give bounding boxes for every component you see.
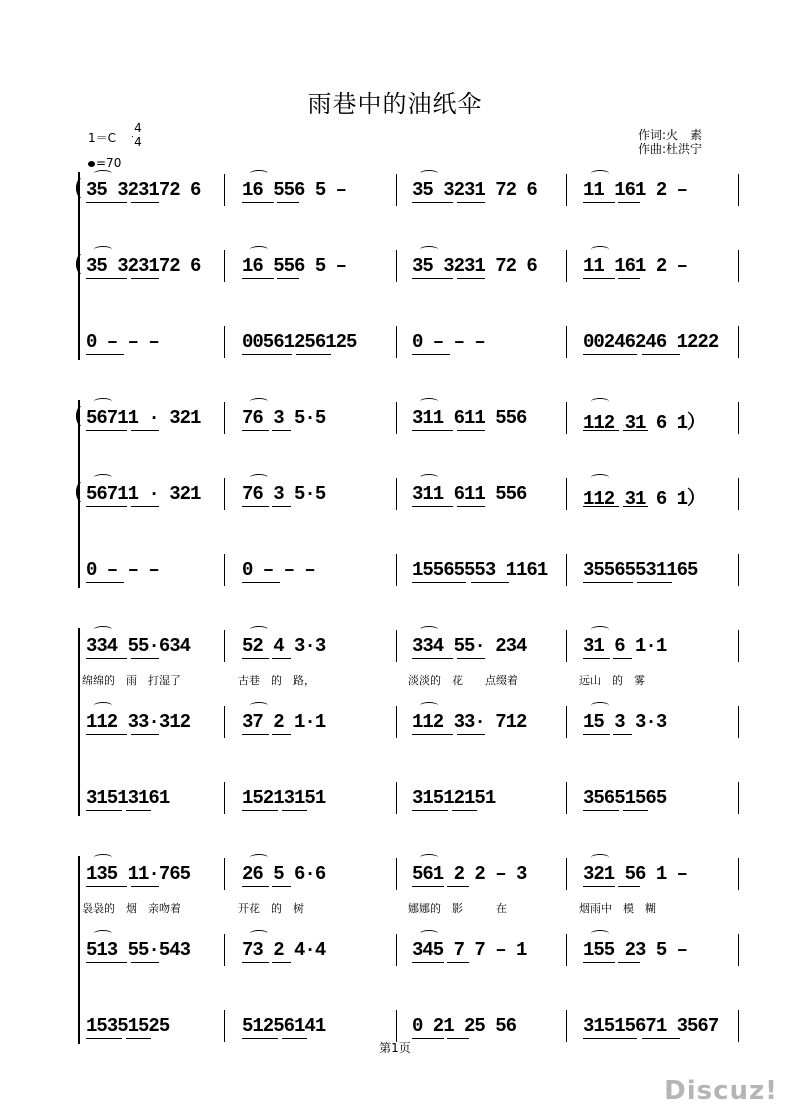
barline: [566, 174, 567, 206]
beam-line: [242, 962, 269, 963]
watermark: Discuz!: [664, 1076, 778, 1106]
beam-line: [412, 278, 453, 279]
measure-2: 26 5 6·6: [242, 863, 326, 885]
barline: [566, 1010, 567, 1042]
system-line: [78, 628, 80, 816]
measure-1: 31513161: [86, 787, 170, 809]
barline: [566, 934, 567, 966]
slur-mark: [420, 398, 438, 405]
slur-mark: [94, 854, 112, 861]
beam-line: [412, 658, 453, 659]
measure-2: 52 4 3·3: [242, 635, 326, 657]
beam-line: [86, 506, 127, 507]
slur-mark: [420, 930, 438, 937]
beam-line: [457, 658, 485, 659]
beam-line: [131, 886, 159, 887]
barline: [566, 858, 567, 890]
beam-line: [242, 278, 274, 279]
barline: [224, 478, 225, 510]
slur-mark: [94, 474, 112, 481]
bracket-left: (: [74, 252, 83, 277]
beam-line: [242, 202, 274, 203]
beam-line: [242, 810, 278, 811]
slur-mark: [94, 626, 112, 633]
beam-line: [272, 658, 291, 659]
slur-mark: [591, 246, 609, 253]
beam-line: [412, 430, 453, 431]
slur-mark: [420, 854, 438, 861]
measure-4: 112 31 6 1）: [583, 412, 706, 434]
slur-mark: [94, 246, 112, 253]
beam-line: [623, 810, 648, 811]
measure-1: 135 11·765: [86, 863, 191, 885]
beam-line: [412, 810, 448, 811]
measure-3: 345 7 7 – 1: [412, 939, 527, 961]
barline: [396, 326, 397, 358]
barline: [396, 478, 397, 510]
barline: [396, 630, 397, 662]
measure-2: 76 3 5·5: [242, 483, 326, 505]
beam-line: [131, 506, 159, 507]
slur-mark: [250, 626, 268, 633]
beam-line: [613, 734, 632, 735]
measure-3: 31512151: [412, 787, 496, 809]
beam-line: [452, 810, 477, 811]
barline: [738, 782, 739, 814]
beam-line: [613, 658, 632, 659]
barline: [566, 250, 567, 282]
barline: [738, 174, 739, 206]
beam-line: [242, 734, 269, 735]
slur-mark: [420, 170, 438, 177]
measure-1: 0 – – –: [86, 559, 159, 581]
beam-line: [106, 354, 124, 355]
measure-3: 334 55· 234: [412, 635, 527, 657]
slur-mark: [591, 474, 609, 481]
beam-line: [412, 582, 466, 583]
slur-mark: [591, 398, 609, 405]
slur-mark: [94, 170, 112, 177]
beam-line: [131, 658, 159, 659]
beam-line: [272, 430, 291, 431]
measure-3: 35 3231 72 6: [412, 179, 537, 201]
slur-mark: [250, 246, 268, 253]
measure-3: 0 – – –: [412, 331, 485, 353]
beam-line: [432, 354, 450, 355]
time-sig-top: 4: [134, 121, 142, 135]
composer-credit: 作曲:杜洪宁: [638, 142, 703, 156]
beam-line: [242, 430, 269, 431]
barline: [738, 858, 739, 890]
measure-3: 561 2 2 – 3: [412, 863, 527, 885]
slur-mark: [250, 854, 268, 861]
slur-mark: [94, 398, 112, 405]
beam-line: [106, 582, 124, 583]
lyric-text: 淡淡的 花 点缀着: [408, 674, 518, 687]
barline: [738, 554, 739, 586]
beam-line: [242, 658, 269, 659]
beam-line: [412, 962, 444, 963]
barline: [396, 934, 397, 966]
measure-4: 35651565: [583, 787, 667, 809]
barline: [224, 782, 225, 814]
beam-line: [457, 278, 485, 279]
lyric-text: 开花 的 树: [238, 902, 304, 915]
measure-3: 311 611 556: [412, 407, 527, 429]
measure-4: 31515671 3567: [583, 1015, 719, 1037]
slur-mark: [591, 170, 609, 177]
beam-line: [126, 810, 151, 811]
beam-line: [618, 886, 640, 887]
barline: [396, 174, 397, 206]
slur-mark: [94, 702, 112, 709]
barline: [224, 174, 225, 206]
bracket-left: (: [74, 176, 83, 201]
slur-mark: [591, 626, 609, 633]
beam-line: [583, 202, 615, 203]
measure-3: 35 3231 72 6: [412, 255, 537, 277]
slur-mark: [420, 702, 438, 709]
beam-line: [618, 278, 640, 279]
measure-2: 00561256125: [242, 331, 357, 353]
beam-line: [583, 582, 633, 583]
barline: [566, 630, 567, 662]
barline: [738, 250, 739, 282]
beam-line: [262, 582, 280, 583]
measure-4: 155 23 5 –: [583, 939, 688, 961]
beam-line: [583, 810, 619, 811]
barline: [738, 402, 739, 434]
slur-mark: [250, 170, 268, 177]
barline: [224, 630, 225, 662]
barline: [224, 554, 225, 586]
time-signature: [132, 121, 144, 149]
barline: [224, 250, 225, 282]
lyric-text: 烟雨中 模 糊: [579, 902, 656, 915]
measure-2: 37 2 1·1: [242, 711, 326, 733]
beam-line: [447, 962, 469, 963]
measure-3: 112 33· 712: [412, 711, 527, 733]
measure-4: 11 161 2 –: [583, 255, 688, 277]
barline: [738, 1010, 739, 1042]
barline: [566, 478, 567, 510]
slur-mark: [420, 626, 438, 633]
measure-3: 311 611 556: [412, 483, 527, 505]
barline: [738, 934, 739, 966]
measure-1: 35 323172 6: [86, 179, 201, 201]
barline: [396, 250, 397, 282]
beam-line: [131, 734, 159, 735]
barline: [224, 326, 225, 358]
barline: [224, 402, 225, 434]
beam-line: [447, 886, 469, 887]
measure-3: 0 21 25 56: [412, 1015, 517, 1037]
beam-line: [583, 430, 619, 431]
measure-4: 112 31 6 1）: [583, 488, 706, 510]
beam-line: [618, 962, 640, 963]
quarter-note-icon: [88, 161, 95, 167]
bracket-left: (: [74, 480, 83, 505]
lyric-text: 古巷 的 路，: [238, 674, 315, 687]
measure-2: 51256141: [242, 1015, 326, 1037]
beam-line: [412, 734, 453, 735]
beam-line: [131, 202, 159, 203]
lyric-text: 远山 的 雾: [579, 674, 645, 687]
beam-line: [642, 354, 680, 355]
tempo-value: =70: [96, 156, 122, 170]
measure-1: 56711 · 321: [86, 483, 201, 505]
beam-line: [623, 430, 648, 431]
measure-2: 73 2 4·4: [242, 939, 326, 961]
measure-2: 15213151: [242, 787, 326, 809]
barline: [224, 1010, 225, 1042]
beam-line: [623, 506, 648, 507]
measure-4: 15 3 3·3: [583, 711, 667, 733]
beam-line: [86, 582, 106, 583]
beam-line: [277, 202, 299, 203]
beam-line: [457, 506, 485, 507]
measure-1: 112 33·312: [86, 711, 191, 733]
beam-line: [242, 354, 292, 355]
slur-mark: [591, 930, 609, 937]
beam-line: [583, 354, 637, 355]
beam-line: [131, 430, 159, 431]
beam-line: [457, 734, 485, 735]
barline: [396, 1010, 397, 1042]
beam-line: [412, 506, 453, 507]
barline: [396, 858, 397, 890]
barline: [566, 326, 567, 358]
measure-4: 31 6 1·1: [583, 635, 667, 657]
slur-mark: [591, 854, 609, 861]
beam-line: [412, 202, 453, 203]
beam-line: [277, 278, 299, 279]
measure-3: 15565553 1161: [412, 559, 548, 581]
time-sig-bottom: 4: [134, 135, 142, 149]
score-title: 雨巷中的油纸伞: [307, 90, 483, 118]
beam-line: [86, 354, 106, 355]
system-line: [78, 856, 80, 1044]
beam-line: [583, 962, 615, 963]
beam-line: [637, 582, 672, 583]
slur-mark: [250, 702, 268, 709]
beam-line: [412, 886, 444, 887]
beam-line: [296, 354, 331, 355]
measure-1: 35 323172 6: [86, 255, 201, 277]
beam-line: [583, 278, 615, 279]
measure-4: 321 56 1 –: [583, 863, 688, 885]
beam-line: [86, 430, 127, 431]
barline: [566, 782, 567, 814]
measure-4: 11 161 2 –: [583, 179, 688, 201]
slur-mark: [94, 930, 112, 937]
measure-2: 16 556 5 –: [242, 255, 347, 277]
key-signature: 1＝C: [88, 131, 117, 145]
beam-line: [86, 278, 127, 279]
beam-line: [272, 734, 291, 735]
page-number: 第1页: [379, 1041, 411, 1055]
beam-line: [583, 734, 610, 735]
barline: [224, 934, 225, 966]
slur-mark: [250, 398, 268, 405]
beam-line: [242, 506, 269, 507]
barline: [738, 326, 739, 358]
slur-mark: [591, 702, 609, 709]
measure-4: 00246246 1222: [583, 331, 719, 353]
slur-mark: [420, 474, 438, 481]
beam-line: [471, 582, 509, 583]
barline: [566, 402, 567, 434]
bracket-left: (: [74, 404, 83, 429]
barline: [738, 706, 739, 738]
beam-line: [457, 430, 485, 431]
beam-line: [131, 962, 159, 963]
measure-2: 0 – – –: [242, 559, 315, 581]
tempo-marking: [88, 156, 121, 170]
barline: [224, 858, 225, 890]
measure-1: 0 – – –: [86, 331, 159, 353]
measure-1: 15351525: [86, 1015, 170, 1037]
beam-line: [412, 354, 432, 355]
beam-line: [86, 734, 127, 735]
beam-line: [242, 886, 269, 887]
measure-1: 513 55·543: [86, 939, 191, 961]
beam-line: [457, 202, 485, 203]
beam-line: [272, 886, 291, 887]
beam-line: [242, 582, 262, 583]
beam-line: [131, 278, 159, 279]
beam-line: [86, 810, 122, 811]
measure-1: 56711 · 321: [86, 407, 201, 429]
measure-1: 334 55·634: [86, 635, 191, 657]
beam-line: [618, 202, 640, 203]
beam-line: [583, 658, 610, 659]
measure-4: 35565531165: [583, 559, 698, 581]
measure-2: 76 3 5·5: [242, 407, 326, 429]
beam-line: [272, 962, 291, 963]
beam-line: [583, 506, 619, 507]
lyric-text: 娜娜的 影 在: [408, 902, 507, 915]
barline: [396, 782, 397, 814]
barline: [396, 706, 397, 738]
barline: [566, 554, 567, 586]
beam-line: [272, 506, 291, 507]
slur-mark: [250, 474, 268, 481]
measure-2: 16 556 5 –: [242, 179, 347, 201]
barline: [396, 402, 397, 434]
barline: [396, 554, 397, 586]
beam-line: [86, 658, 127, 659]
beam-line: [282, 810, 307, 811]
barline: [566, 706, 567, 738]
lyricist-credit: 作词:火 素: [638, 128, 703, 142]
beam-line: [583, 886, 615, 887]
barline: [224, 706, 225, 738]
beam-line: [86, 962, 127, 963]
beam-line: [86, 886, 127, 887]
barline: [738, 630, 739, 662]
lyric-text: 绵绵的 雨 打湿了: [82, 674, 181, 687]
beam-line: [86, 202, 127, 203]
slur-mark: [250, 930, 268, 937]
slur-mark: [420, 246, 438, 253]
lyric-text: 袅袅的 烟 亲吻着: [82, 902, 181, 915]
barline: [738, 478, 739, 510]
credits: [638, 128, 702, 156]
